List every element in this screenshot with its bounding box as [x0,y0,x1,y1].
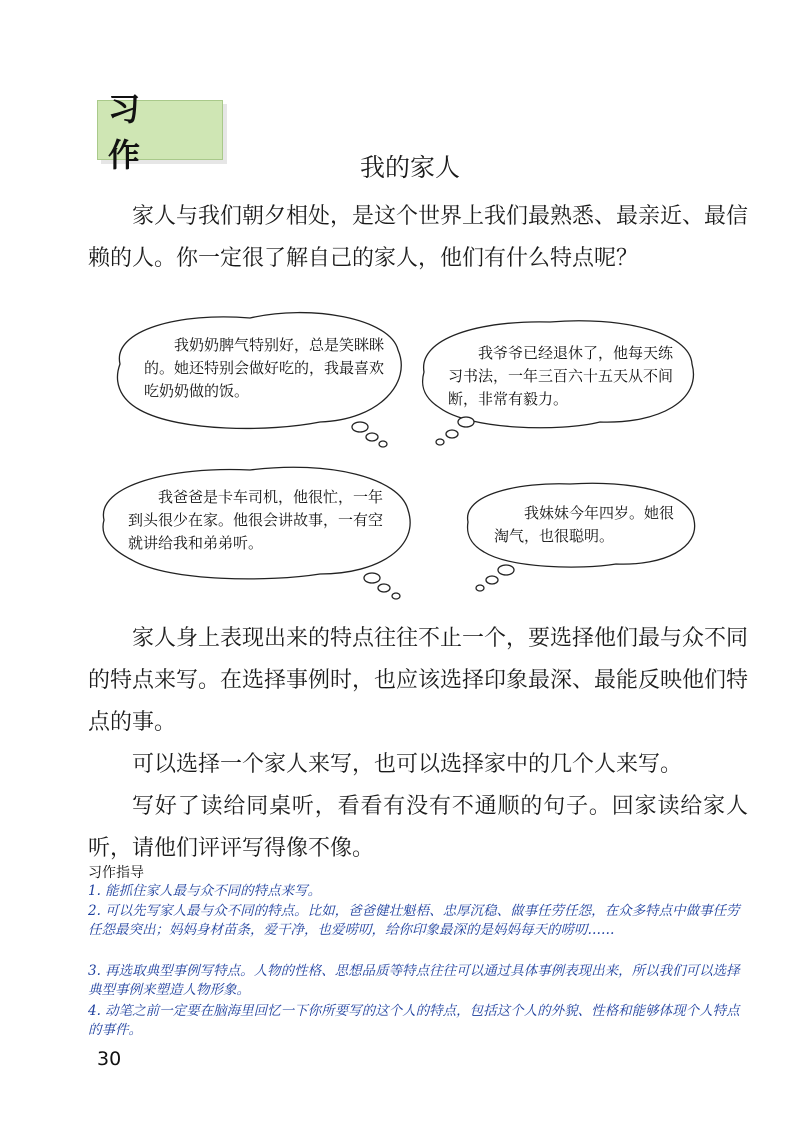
grandpa-bubble-trail-dot [458,417,474,427]
sister-bubble-text: 我妹妹今年四岁。她很淘气，也很聪明。 [494,504,675,545]
guide-item-1: 1. 能抓住家人最与众不同的特点来写。 [88,883,322,899]
grandma-bubble-text: 我奶奶脾气特别好，总是笑眯眯的。她还特别会做好吃的，我最喜欢吃奶奶做的饭。 [144,336,385,400]
body-paragraph-2: 可以选择一个家人来写，也可以选择家中的几个人来写。 [132,752,683,777]
dad-bubble-trail-dot [364,573,380,583]
grandpa-bubble-trail-dot [446,430,458,438]
guide-item-3: 3. 再选取典型事例写特点。人物的性格、思想品质等特点往往可以通过具体事例表现出来，所以我们可以选择典型事例来塑造人物形象。 [88,963,740,998]
dad-bubble-trail-dot [392,593,400,599]
sister-bubble-trail-dot [486,576,498,584]
dad-bubble-text: 我爸爸是卡车司机，他很忙，一年到头很少在家。他很会讲故事，一有空就讲给我和弟弟听。 [128,488,384,552]
guide-item-2: 2. 可以先写家人最与众不同的特点。比如，爸爸健壮魁梧、忠厚沉稳、做事任劳任怨，在众多特点中做事任劳任怨最突出；妈妈身材苗条，爱干净，也爱唠叨，给你印象最深的是妈妈每天的唠叨…… [88,903,740,938]
page-number: 30 [97,1048,122,1070]
section-tag: 习 作 [97,100,223,160]
body-paragraph-3: 写好了读给同桌听，看看有没有不通顺的句子。回家读给家人听，请他们评评写得像不像。 [88,794,748,861]
grandma-bubble-trail-dot [352,422,368,432]
sister-bubble-trail-dot [498,565,514,575]
grandpa-bubble-trail-dot [436,439,444,445]
page-title: 我的家人 [359,153,460,182]
intro-paragraph: 家人与我们朝夕相处，是这个世界上我们最熟悉、最亲近、最信赖的人。你一定很了解自己的家人，他们有什么特点呢？ [88,204,749,271]
guide-title: 习作指导 [88,865,144,881]
body-paragraph-1: 家人身上表现出来的特点往往不止一个，要选择他们最与众不同的特点来写。在选择事例时，也应该选择印象最深、最能反映他们特点的事。 [88,626,749,735]
guide-item-4: 4. 动笔之前一定要在脑海里回忆一下你所要写的这个人的特点，包括这个人的外貌、性格和能够体现个人特点的事件。 [88,1003,740,1038]
grandma-bubble-trail-dot [379,441,387,447]
dad-bubble-trail-dot [378,584,390,592]
sister-bubble-trail-dot [476,585,484,591]
grandpa-bubble-text: 我爷爷已经退休了，他每天练习书法，一年三百六十五天从不间断，非常有毅力。 [448,344,674,408]
grandma-bubble-trail-dot [366,433,378,441]
